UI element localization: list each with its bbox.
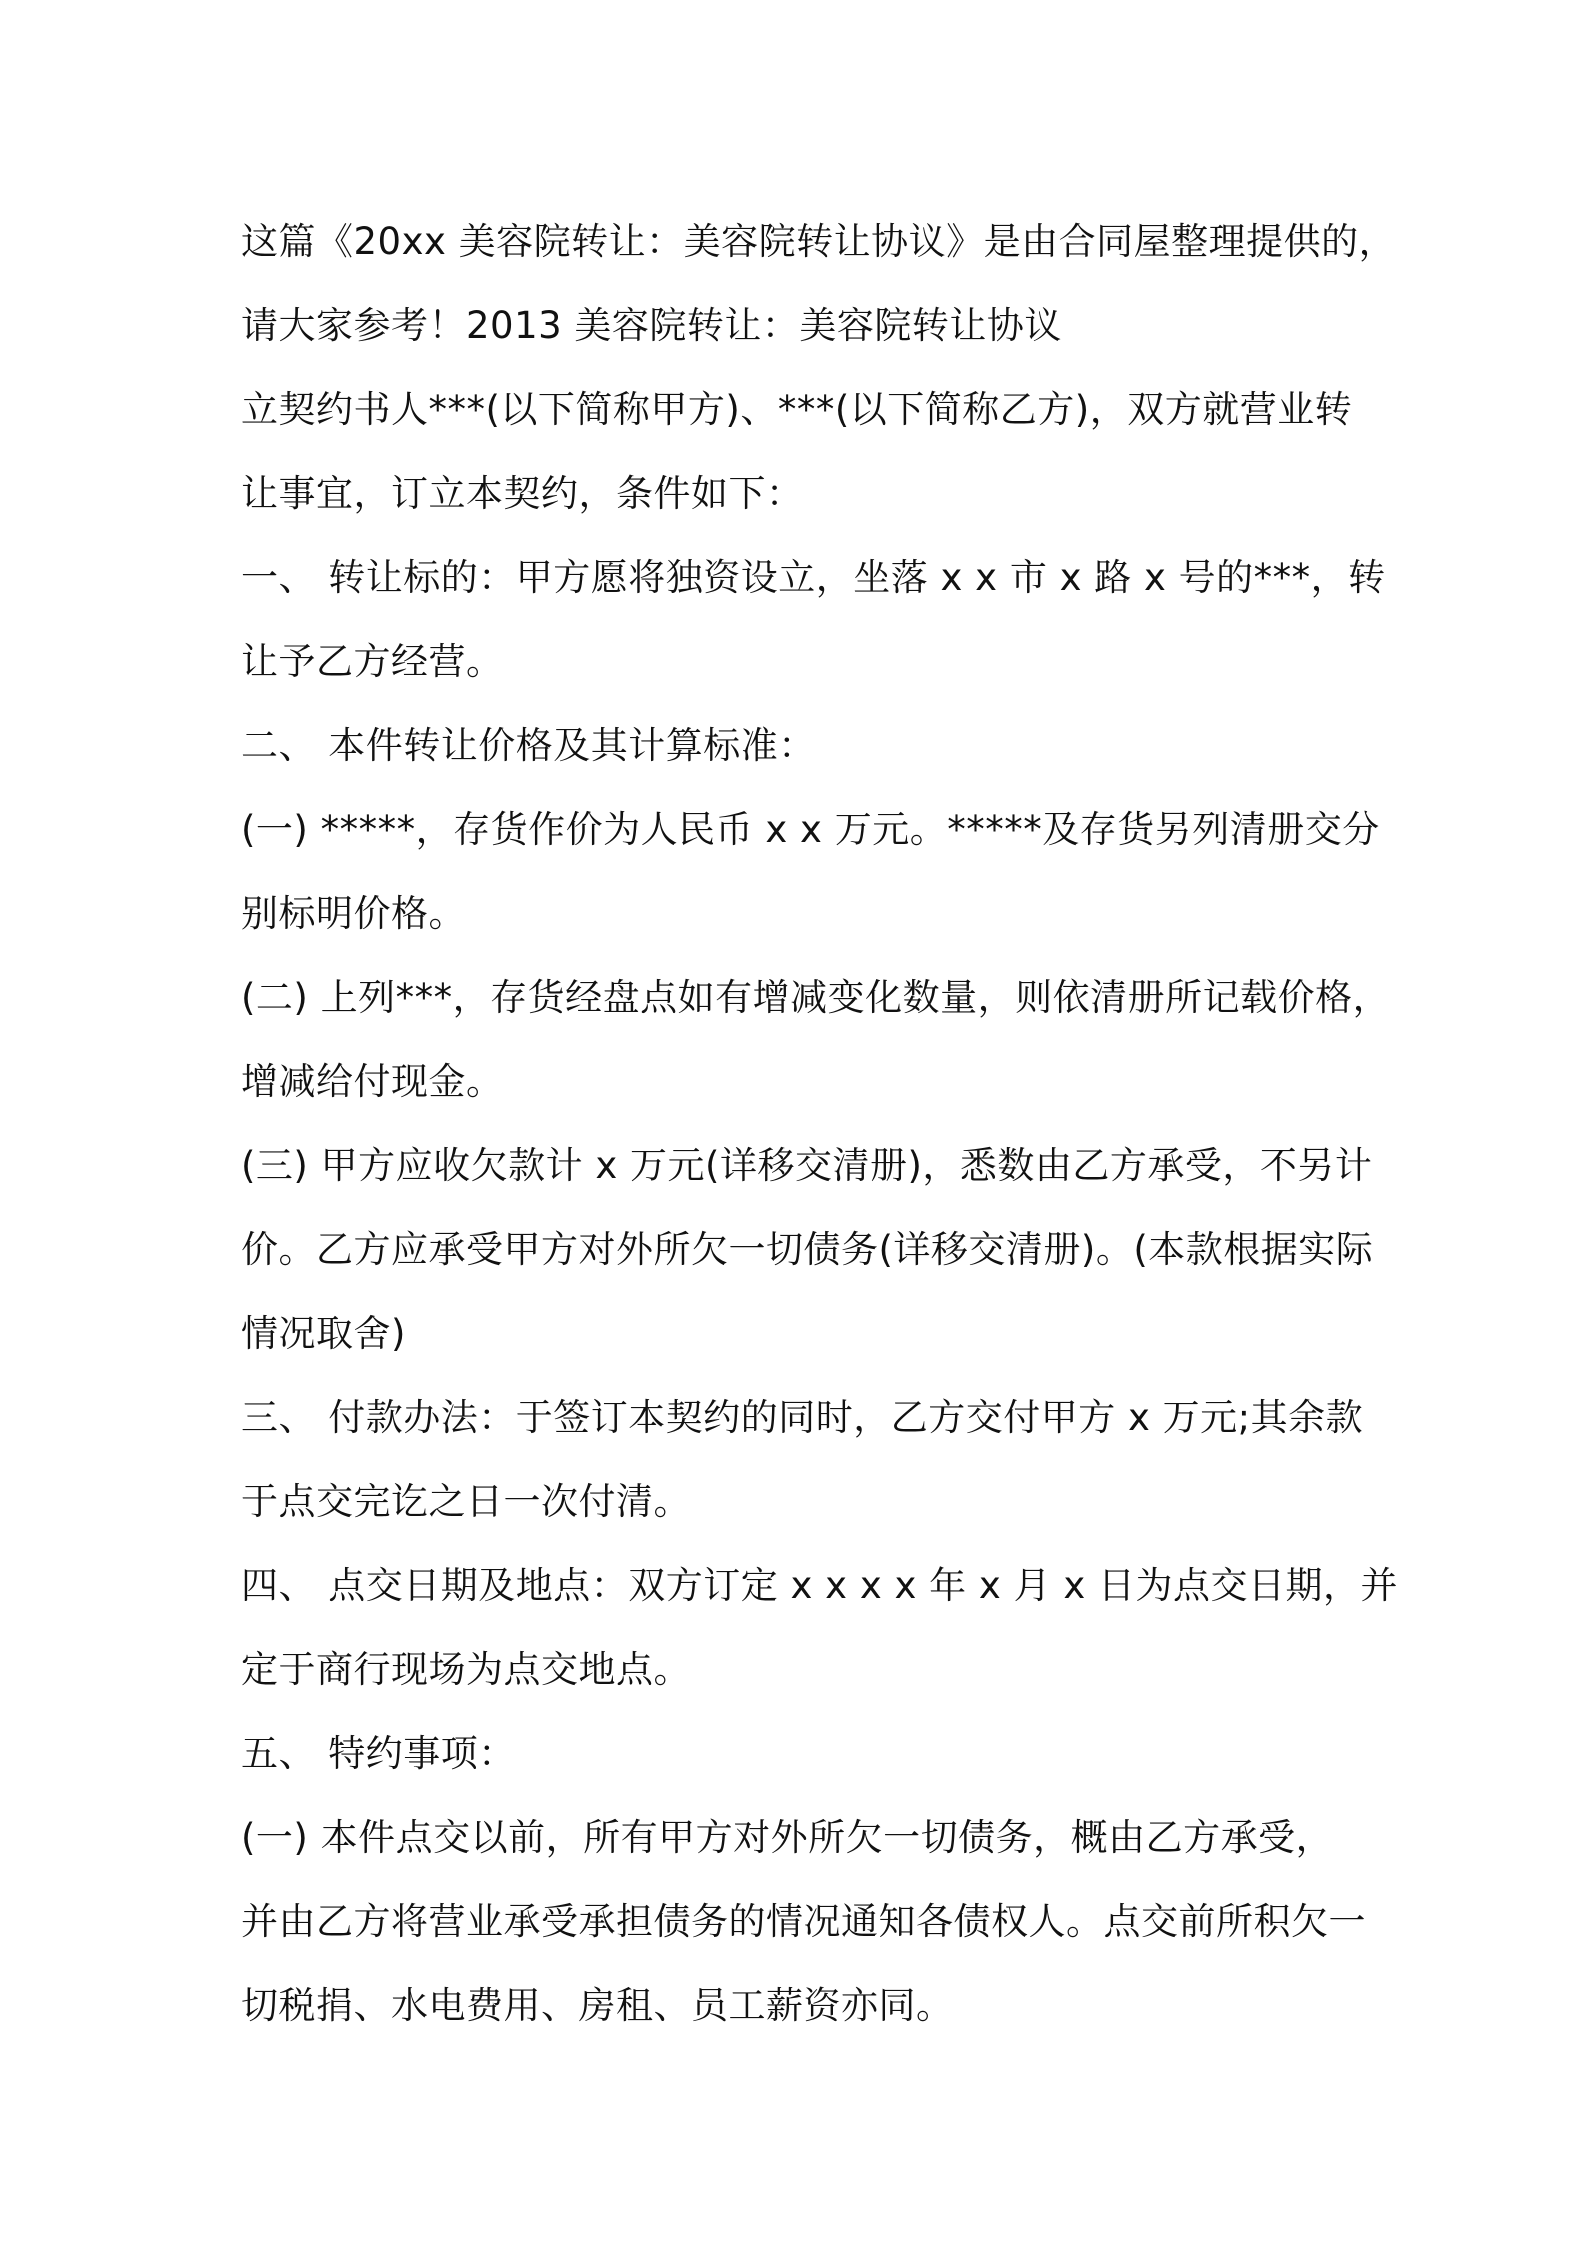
text-line: 请大家参考！2013 美容院转让：美容院转让协议 (241, 304, 1062, 347)
text-line: 价。乙方应承受甲方对外所欠一切债务(详移交清册)。(本款根据实际 (241, 1228, 1374, 1271)
text-line: (一) *****，存货作价为人民币 x x 万元。*****及存货另列清册交分 (241, 808, 1380, 851)
text-line: 让予乙方经营。 (241, 640, 504, 683)
text-line: 让事宜，订立本契约，条件如下： (241, 472, 804, 515)
text-line: 增减给付现金。 (241, 1060, 504, 1103)
text-line: 立契约书人***(以下简称甲方)、***(以下简称乙方)，双方就营业转 (241, 388, 1353, 431)
text-line: 别标明价格。 (241, 892, 466, 935)
text-line: (二) 上列***，存货经盘点如有增减变化数量，则依清册所记载价格， (241, 976, 1391, 1019)
text-line: 定于商行现场为点交地点。 (241, 1648, 691, 1691)
text-line: 并由乙方将营业承受承担债务的情况通知各债权人。点交前所积欠一 (241, 1900, 1366, 1943)
text-line: 三、 付款办法：于签订本契约的同时，乙方交付甲方 x 万元;其余款 (241, 1396, 1364, 1439)
text-line: 五、 特约事项： (241, 1732, 516, 1775)
text-line: 情况取舍) (241, 1312, 406, 1355)
text-line: 二、 本件转让价格及其计算标准： (241, 724, 816, 767)
text-line: 切税捐、水电费用、房租、员工薪资亦同。 (241, 1984, 954, 2027)
document-body (241, 200, 1398, 2048)
text-line: 于点交完讫之日一次付清。 (241, 1480, 691, 1523)
text-line: 一、 转让标的：甲方愿将独资设立，坐落 x x 市 x 路 x 号的***，转 (241, 556, 1386, 599)
text-line: 这篇《20xx 美容院转让：美容院转让协议》是由合同屋整理提供的， (241, 220, 1397, 263)
text-line: 四、 点交日期及地点：双方订定 x x x x 年 x 月 x 日为点交日期，并 (241, 1564, 1398, 1607)
text-line: (一) 本件点交以前，所有甲方对外所欠一切债务，概由乙方承受， (241, 1816, 1334, 1859)
text-line: (三) 甲方应收欠款计 x 万元(详移交清册)，悉数由乙方承受，不另计 (241, 1144, 1373, 1187)
